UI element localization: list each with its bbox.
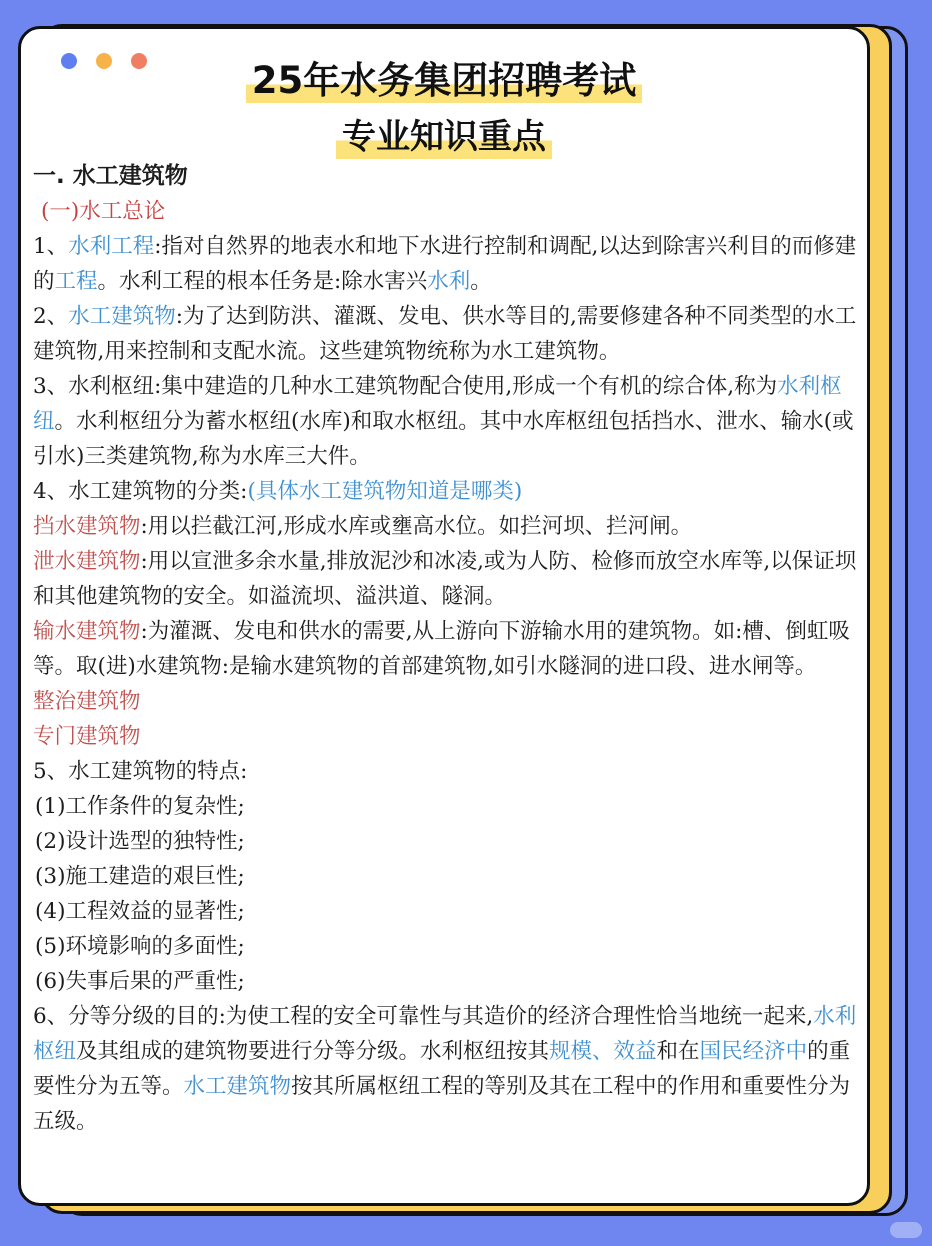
- term-hub-2: 水利枢纽: [33, 1004, 857, 1064]
- item-3-text: 3、水利枢纽:集中建造的几种水工建筑物配合使用,形成一个有机的综合体,称为: [33, 374, 778, 399]
- subsection-heading: (一)水工总论: [41, 199, 166, 224]
- item-1-text2: 。水利工程的根本任务是:除水害兴: [97, 269, 428, 294]
- item-shu: [33, 614, 865, 684]
- term-national-economy: 国民经济中: [699, 1039, 808, 1064]
- item-1-num: 1、: [33, 234, 69, 259]
- term-engineering: 工程: [54, 269, 98, 294]
- note-card: [18, 26, 870, 1206]
- item-2: [33, 299, 865, 369]
- item-6: [33, 999, 865, 1139]
- item-5: 5、水工建筑物的特点:: [33, 759, 248, 784]
- term-retaining: 挡水建筑物: [33, 514, 141, 539]
- item-2-text: :为了达到防洪、灌溉、发电、供水等目的,需要修建各种不同类型的水工建筑物,用来控制和支配水流。这些建筑物统称为水工建筑物。: [33, 304, 857, 364]
- term-regulation: 整治建筑物: [33, 689, 141, 714]
- item-shu-text: :为灌溉、发电和供水的需要,从上游向下游输水用的建筑物。如:槽、倒虹吸等。取(进)水建筑物:是输水建筑物的首部建筑物,如引水隧洞的进口段、进水闸等。: [33, 619, 850, 679]
- page-subtitle: 专业知识重点: [336, 115, 552, 159]
- item-1: [33, 229, 865, 299]
- item-6-text5: 按其所属枢纽工程的等别及其在工程中的作用和重要性分为五级。: [33, 1074, 851, 1134]
- feature-item: (5)环境影响的多面性;: [35, 934, 245, 959]
- feature-item: (4)工程效益的显著性;: [35, 899, 245, 924]
- term-hub: 水利枢纽: [33, 374, 842, 434]
- item-6-text2: 及其组成的建筑物要进行分等分级。水利枢纽按其: [76, 1039, 550, 1064]
- item-1-text: :指对自然界的地表水和地下水进行控制和调配,以达到除害兴利目的而修建的: [33, 234, 857, 294]
- item-2-num: 2、: [33, 304, 69, 329]
- term-conveyance: 输水建筑物: [33, 619, 141, 644]
- item-4: [33, 474, 865, 509]
- term-hydraulic-structure-2: 水工建筑物: [183, 1074, 292, 1099]
- item-dang: [33, 509, 865, 544]
- feature-item: (1)工作条件的复杂性;: [35, 794, 245, 819]
- watermark-badge: [890, 1222, 922, 1238]
- section-heading: 一. 水工建筑物: [33, 163, 188, 189]
- term-special: 专门建筑物: [33, 724, 141, 749]
- page-title: 25年水务集团招聘考试: [246, 59, 643, 103]
- term-scale-benefit: 规模、效益: [549, 1039, 657, 1064]
- item-4-note: (具体水工建筑物知道是哪类): [247, 479, 523, 504]
- item-6-text3: 和在: [656, 1039, 700, 1064]
- item-1-end: 。: [470, 269, 492, 294]
- notes-content: [33, 159, 865, 1139]
- item-xie: [33, 544, 865, 614]
- title-block: [21, 59, 867, 159]
- feature-item: (3)施工建造的艰巨性;: [35, 864, 245, 889]
- term-hydraulic-structure: 水工建筑物: [68, 304, 176, 329]
- feature-item: (6)失事后果的严重性;: [35, 969, 245, 994]
- item-dang-text: :用以拦截江河,形成水库或壅高水位。如拦河坝、拦河闸。: [140, 514, 693, 539]
- feature-item: (2)设计选型的独特性;: [35, 829, 245, 854]
- item-6-text: 6、分等分级的目的:为使工程的安全可靠性与其造价的经济合理性恰当地统一起来,: [33, 1004, 814, 1029]
- term-water-benefit: 水利: [427, 269, 471, 294]
- item-4-text: 4、水工建筑物的分类:: [33, 479, 248, 504]
- term-discharge: 泄水建筑物: [33, 549, 141, 574]
- item-xie-text: :用以宣泄多余水量,排放泥沙和冰凌,或为人防、检修而放空水库等,以保证坝和其他建筑物的安全。如溢流坝、溢洪道、隧洞。: [33, 549, 857, 609]
- item-6-text4: 的重要性分为五等。: [33, 1039, 851, 1099]
- item-3-text2: 。水利枢纽分为蓄水枢纽(水库)和取水枢纽。其中水库枢纽包括挡水、泄水、输水(或引水)三类建筑物,称为水库三大件。: [33, 409, 854, 469]
- term-water-engineering: 水利工程: [68, 234, 155, 259]
- item-3: [33, 369, 865, 474]
